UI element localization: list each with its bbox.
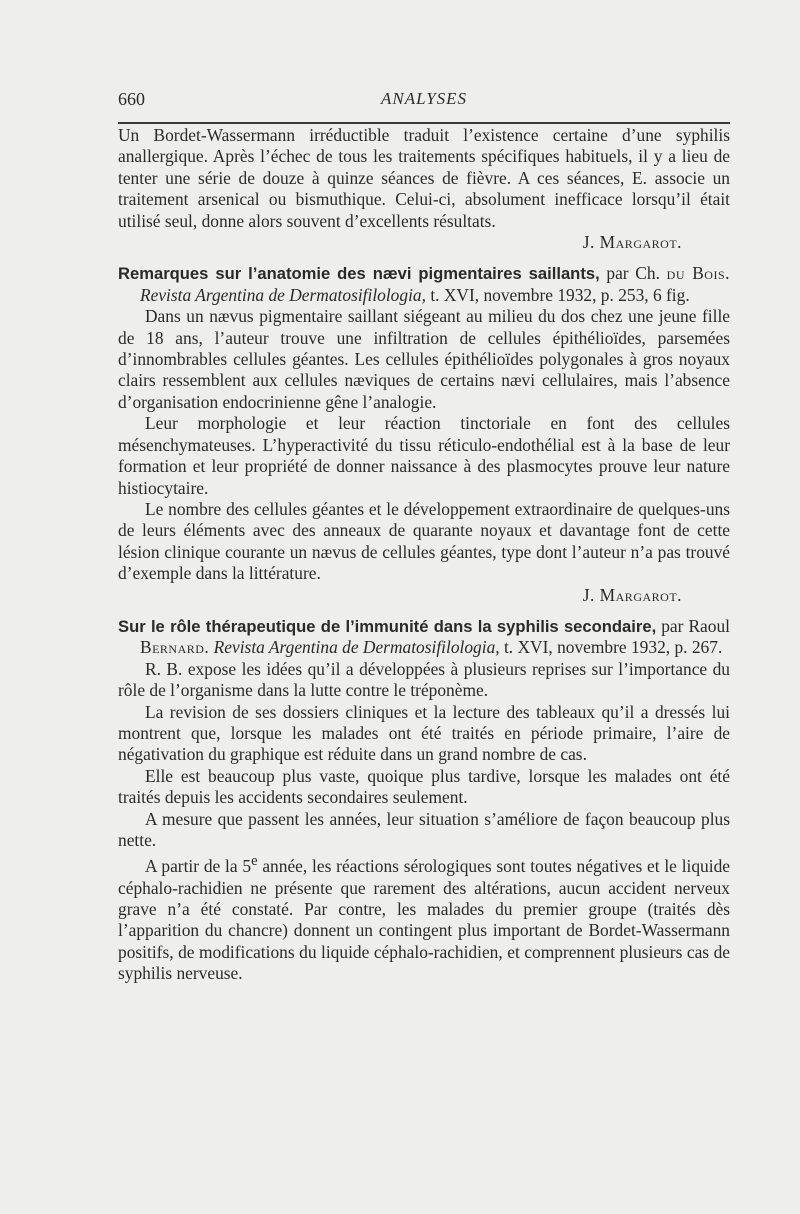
header-rule xyxy=(118,122,730,124)
article2-last-before: A partir de la 5 xyxy=(145,856,252,877)
article1-author-prefix: par Ch. xyxy=(606,263,660,284)
article2-last-after: année, les réactions sérologiques sont toutes négatives et le liquide céphalo-rachidien ne présente que rarement des altérations, aucun accident nerveux grave n’a été constaté. Par contre, les malades du premier groupe (traités dès l’apparition du chancre) donnent un contingent plus important de Bordet-Wassermann positifs, de modifications du liquide céphalo-rachidien, et comprennent plusieurs cas de syphilis nerveuse. xyxy=(118,856,731,984)
article1-signature xyxy=(118,585,730,606)
article2-paragraph: Elle est beaucoup plus vaste, quoique plus tardive, lorsque les malades ont été traités depuis les accidents secondaires seulement. xyxy=(118,765,730,808)
article1-paragraph: Dans un nævus pigmentaire saillant siégeant au milieu du dos chez une jeune fille de 18 ans, l’auteur trouve une infiltration de cellules épithélioïdes, parsemées d’innombrables cellules géantes. Les cellules épithélioïdes polygonales à gros noyaux clairs ressemblent aux cellules næviques de certains nævi cellulaires, mais l’absence d’organisation endocrinienne gêne l’analogie. xyxy=(118,306,730,412)
page-header xyxy=(118,89,730,113)
article2-title: Sur le rôle thérapeutique de l’immunité dans la syphilis secondaire, xyxy=(118,616,657,636)
intro-signature-text: J. Margarot. xyxy=(582,232,682,253)
intro-paragraph: Un Bordet-Wassermann irréductible traduit l’existence certaine d’une syphilis anallergique. Après l’échec de tous les traitements spécifiques habituels, il y a lieu de tenter une série de douze à quinze séances de fièvre. A ces séances, E. associe un traitement arsenical ou bismuthique. Celui-ci, absolument inefficace lorsqu’il était utilisé seul, donne alors souvent d’excellents résultats. xyxy=(118,125,730,231)
article1-ref: t. XVI, novembre 1932, p. 253, 6 fig. xyxy=(430,284,690,305)
article1-author: du Bois. xyxy=(666,263,730,284)
page-content xyxy=(118,125,730,985)
article2-paragraph: R. B. expose les idées qu’il a développées à plusieurs reprises sur l’importance du rôle de l’organisme dans la lutte contre le tréponème. xyxy=(118,658,730,701)
article1-paragraph: Leur morphologie et leur réaction tinctoriale en font des cellules mésenchymateuses. L’hyperactivité du tissu réticulo-endothélial est à la base de leur formation et leur propriété de donner naissance à des plasmocytes prouve leur nature histiocytaire. xyxy=(118,413,730,498)
article2-author-prefix: par Raoul xyxy=(661,615,730,636)
article2-paragraph: A mesure que passent les années, leur situation s’améliore de façon beaucoup plus nette. xyxy=(118,808,730,850)
article2-paragraph: La revision de ses dossiers cliniques et la lecture des tableaux qu’il a dressés lui montrent que, lorsque les malades ont été traités en période primaire, l’aire de négativation du graphique est réduite dans un grand nombre de cas. xyxy=(118,701,730,765)
article1-heading xyxy=(118,263,730,306)
intro-signature xyxy=(118,232,730,253)
running-title: ANALYSES xyxy=(380,89,468,108)
article2-heading xyxy=(118,616,730,659)
article2-last-sup: e xyxy=(251,853,258,870)
article1-title: Remarques sur l’anatomie des nævi pigmentaires saillants, xyxy=(118,264,600,284)
article2-last-paragraph xyxy=(118,851,730,984)
article1-journal: Revista Argentina de Dermatosifilologia, xyxy=(140,284,426,305)
article2-journal: Revista Argentina de Dermatosifilologia, xyxy=(213,637,500,658)
article2-ref: t. XVI, novembre 1932, p. 267. xyxy=(503,637,723,658)
article1-signature-text: J. Margarot. xyxy=(582,584,682,605)
article1-paragraph: Le nombre des cellules géantes et le développement extraordinaire de quelques-uns de leurs éléments avec des anneaux de quarante noyaux et davantage font de cette lésion clinique courante un nævus de cellules géantes, type dont l’auteur n’a pas trouvé d’exemple dans la littérature. xyxy=(118,498,730,584)
page-number: 660 xyxy=(118,89,145,109)
article2-author: Bernard. xyxy=(140,637,210,658)
